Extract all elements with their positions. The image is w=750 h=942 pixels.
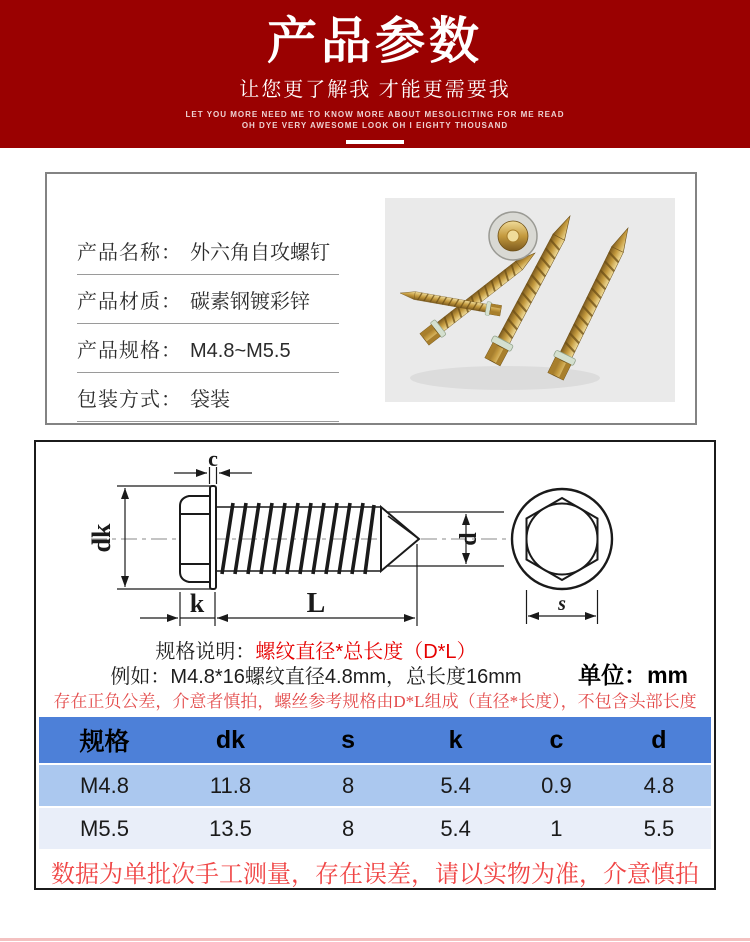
dimension-table xyxy=(39,715,711,851)
table-row-m55 xyxy=(39,808,711,849)
banner-tagline-line1: LET YOU MORE NEED ME TO KNOW MORE ABOUT MESOLICITING FOR ME READ xyxy=(185,110,565,119)
header-c: c xyxy=(549,725,564,754)
spec-description-value: 螺纹直径*总长度（D*L） xyxy=(255,641,477,663)
product-material-label: 产品材质： xyxy=(77,291,182,313)
product-name-label: 产品名称： xyxy=(77,242,182,264)
product-spec-row xyxy=(77,334,339,373)
dim-label-k: k xyxy=(189,589,205,618)
unit-label: 单位：mm xyxy=(578,662,688,688)
header-k: k xyxy=(448,725,463,754)
cell-m48-spec: M4.8 xyxy=(80,772,129,798)
header-s: s xyxy=(341,725,356,754)
dim-label-d: d xyxy=(456,532,482,546)
table-header-row xyxy=(39,717,711,763)
cell-m55-d: 5.5 xyxy=(643,815,675,841)
dim-label-s: s xyxy=(558,593,566,615)
cell-m55-spec: M5.5 xyxy=(80,815,129,841)
product-packaging-label: 包装方式： xyxy=(77,389,182,411)
cell-m48-c: 0.9 xyxy=(541,772,572,798)
table-row-m48 xyxy=(39,765,711,806)
product-packaging-value: 袋装 xyxy=(190,389,230,411)
product-name-value: 外六角自攻螺钉 xyxy=(190,242,330,264)
product-photo xyxy=(385,198,675,402)
spec-description-label: 规格说明： xyxy=(155,641,256,663)
cell-m55-s: 8 xyxy=(341,815,355,841)
product-packaging-row xyxy=(77,383,339,422)
header-dk: dk xyxy=(215,725,246,754)
spec-example-line: 例如：M4.8*16螺纹直径4.8mm，总长度16mm xyxy=(110,666,522,688)
dim-label-L: L xyxy=(306,588,326,619)
cell-m48-d: 4.8 xyxy=(643,772,675,798)
banner-tagline xyxy=(0,109,750,131)
measurement-note: 数据为单批次手工测量，存在误差，请以实物为准，介意慎拍 xyxy=(51,861,699,888)
screw-dimension-diagram xyxy=(36,442,714,637)
cell-m48-s: 8 xyxy=(341,772,355,798)
cell-m48-dk: 11.8 xyxy=(209,772,252,798)
header-d: d xyxy=(651,725,667,754)
banner-tagline-line2: OH DYE VERY AWESOME LOOK OH I EIGHTY THOUSAND xyxy=(241,121,509,130)
product-spec-label: 产品规格： xyxy=(77,340,182,362)
header-spec: 规格 xyxy=(79,728,130,756)
product-spec-value: M4.8~M5.5 xyxy=(190,340,291,362)
product-material-value: 碳素钢镀彩锌 xyxy=(190,291,310,313)
product-name-row xyxy=(77,236,339,275)
product-material-row xyxy=(77,285,339,324)
bottom-divider-line xyxy=(0,938,750,941)
page-title: 产品参数 xyxy=(267,13,483,69)
tolerance-warning: 存在正负公差，介意者慎拍，螺丝参考规格由D*L组成（直径*长度），不包含头部长度 xyxy=(53,692,697,711)
header-banner xyxy=(0,0,750,148)
screws-photo-illustration xyxy=(385,198,675,402)
cell-m55-k: 5.4 xyxy=(440,815,471,841)
dim-label-c: c xyxy=(208,446,218,471)
dim-label-dk: dk xyxy=(87,523,116,553)
product-info-list xyxy=(77,236,339,432)
spec-box xyxy=(34,440,716,890)
banner-subtitle: 让您更了解我 才能更需要我 xyxy=(239,79,511,101)
cell-m55-dk: 13.5 xyxy=(209,815,252,841)
cell-m48-k: 5.4 xyxy=(440,772,471,798)
banner-underline-bar xyxy=(346,140,404,144)
cell-m55-c: 1 xyxy=(550,815,563,841)
product-info-box xyxy=(45,172,697,425)
